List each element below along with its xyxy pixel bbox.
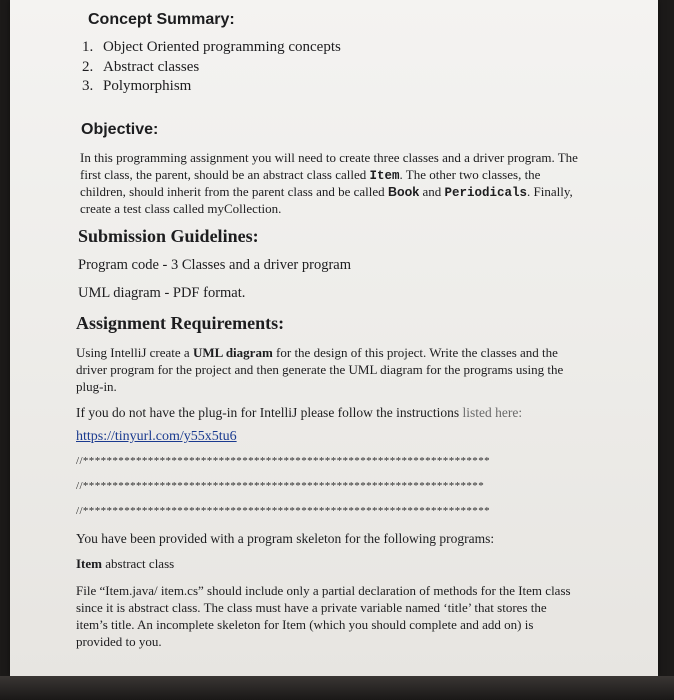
item-class-heading [76, 555, 174, 572]
text-span: children, should inherit from the parent class and be called [80, 184, 388, 199]
separator-line-1: //********************************************************************* [76, 455, 491, 467]
list-number: 2. [82, 59, 94, 75]
document-page [10, 0, 658, 676]
concept-item-2 [82, 59, 199, 76]
concept-item-1 [82, 39, 341, 56]
code-item: Item [369, 169, 400, 183]
submission-line-2: UML diagram - PDF format. [78, 285, 246, 301]
text-span: abstract class [102, 556, 175, 571]
objective-heading: Objective: [81, 121, 159, 138]
text-span: . Finally, [526, 184, 573, 199]
text-span: Using IntelliJ create a [76, 345, 193, 360]
concept-item-3 [82, 78, 191, 95]
text-span: for the design of this project. Write the classes and the [272, 345, 558, 360]
separator-line-2: //******************************************************************** [76, 480, 485, 492]
code-book: Book [387, 185, 420, 199]
item-desc-line-3: item’s title. An incomplete skeleton for Item (which you should complete and add on) is [76, 617, 534, 632]
list-number: 3. [82, 78, 94, 94]
text-span: listed here: [462, 405, 523, 420]
list-text: Object Oriented programming concepts [103, 39, 341, 55]
plugin-link[interactable]: https://tinyurl.com/y55x5tu6 [76, 429, 237, 444]
list-number: 1. [82, 39, 94, 55]
skeleton-intro: You have been provided with a program skeleton for the following programs: [76, 531, 495, 546]
bold-item: Item [76, 556, 102, 571]
requirements-line-1 [76, 344, 558, 361]
plugin-instructions [76, 404, 522, 421]
item-desc-line-4: provided to you. [76, 634, 162, 649]
item-desc-line-2: since it is abstract class. The class must have a private variable named ‘title’ that stores the [76, 600, 547, 615]
list-text: Polymorphism [103, 78, 192, 94]
text-span: and [419, 184, 445, 199]
text-span: first class, the parent, should be an abstract class called [80, 167, 370, 182]
separator-line-3: //********************************************************************* [76, 505, 491, 517]
photo-background-edge [0, 676, 674, 700]
bold-uml-diagram: UML diagram [192, 345, 273, 360]
requirements-line-2: driver program for the project and then generate the UML diagram for the programs using the [76, 362, 564, 377]
submission-heading: Submission Guidelines: [78, 226, 259, 246]
objective-line-1: In this programming assignment you will need to create three classes and a driver program. The [80, 150, 578, 165]
code-periodicals: Periodicals [444, 186, 527, 200]
requirements-line-3: plug-in. [76, 379, 117, 394]
text-span: . The other two classes, the [399, 167, 541, 182]
text-span: If you do not have the plug-in for IntelliJ please follow the instructions [76, 405, 463, 420]
item-desc-line-1: File “Item.java/ item.cs” should include only a partial declaration of methods for the Item class [76, 583, 571, 598]
submission-line-1: Program code - 3 Classes and a driver program [78, 257, 352, 273]
requirements-heading: Assignment Requirements: [76, 313, 285, 333]
list-text: Abstract classes [103, 59, 200, 75]
objective-line-4: create a test class called myCollection. [80, 201, 282, 216]
concept-summary-heading: Concept Summary: [88, 11, 235, 28]
